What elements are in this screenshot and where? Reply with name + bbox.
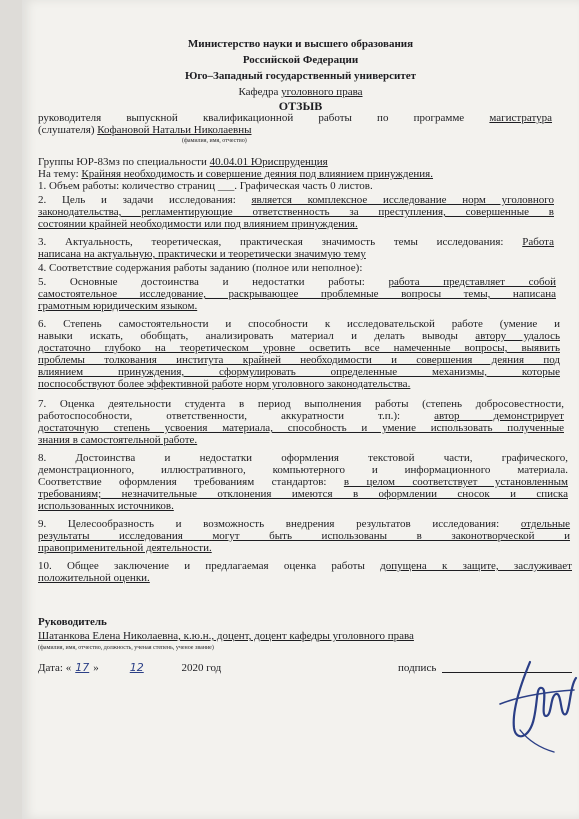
date-month: 12: [129, 661, 144, 674]
date-year: 2020 год: [181, 662, 222, 674]
item-3-answer: Работа: [522, 236, 555, 248]
item-9-answer: отдельные: [520, 518, 571, 530]
item-5-line-2: самостоятельное исследование, раскрывающее проблемные вопросы темы, написана: [38, 288, 556, 300]
item-5-line-3: грамотным юридическим языком.: [38, 300, 198, 312]
topic-line: [38, 168, 433, 180]
item-6-line-1: 6. Степень самостоятельности и способности к исследовательской работе (умение и: [38, 318, 560, 330]
item-3-label: 3. Актуальность, теоретическая, практическая значимость темы исследования:: [38, 236, 504, 248]
item-8-line-3: [38, 476, 568, 488]
intro-line-2: [38, 124, 252, 136]
item-7-line-3: достаточную степень усвоения материала, способность и умение использовать полученные: [38, 422, 564, 434]
item-2-label: 2. Цель и задачи исследования:: [38, 194, 236, 206]
item-6-line-3: достаточно глубоко на теоретическом уровне осветить все намеченные вопросы, выявить: [38, 342, 560, 354]
item-8-line-2: демонстрационного, иллюстративного, компьютерного и информационного материала.: [38, 464, 568, 476]
item-2-line-1: [38, 194, 554, 206]
item-7-line-2: [38, 410, 564, 422]
department-prefix: Кафедра: [238, 86, 279, 98]
item-6-label: навыки искать, обобщать, анализировать материал и делать выводы: [38, 330, 458, 342]
date-label: Дата: «: [38, 662, 72, 674]
topic-label: На тему:: [38, 168, 79, 180]
item-2-line-2: законодательства, регламентирующие ответственность за преступления, совершенные в: [38, 206, 554, 218]
item-7-line-1: 7. Оценка деятельности студента в период выполнения работы (степень добросовестности,: [38, 398, 564, 410]
item-6-line-5: влиянием принуждения, сформулировать определенные механизмы, которые: [38, 366, 560, 378]
signature-label: подпись: [398, 662, 437, 674]
intro-text-2: (слушателя): [38, 124, 95, 136]
item-4: 4. Соответствие содержания работы заданию (полное или неполное):: [38, 262, 363, 274]
item-8-answer: в целом соответствует установленным: [343, 476, 568, 488]
item-5-answer: работа представляет собой: [388, 276, 556, 288]
item-6-line-4: проблемы толкования института крайней необходимости и совершения деяния под: [38, 354, 560, 366]
intro-line-1: [38, 112, 552, 124]
supervisor-hint: (фамилия, имя, отчество, должность, ученая степень, ученое звание): [38, 645, 214, 651]
item-3-line-2: написана на актуальную, практически и теоретически значимую тему: [38, 248, 366, 260]
item-5-line-1: [38, 276, 556, 288]
item-2-answer: является комплексное исследование норм уголовного: [251, 194, 554, 206]
item-7-label: работоспособности, ответственности, аккуратности т.п.):: [38, 410, 401, 422]
item-8-line-1: 8. Достоинства и недостатки оформления текстовой части, графического,: [38, 452, 568, 464]
item-6-line-6: поспособствуют более эффективной работе норм уголовного законодательства.: [38, 378, 411, 390]
document-page: [22, 0, 579, 819]
item-9-line-2: результаты исследования могут быть использованы в законотворческой и: [38, 530, 570, 542]
item-6-line-2: [38, 330, 560, 342]
item-10-answer: допущена к защите, заслуживает: [380, 560, 572, 572]
item-2-line-3: состоянии крайней необходимости или под влиянием принуждения.: [38, 218, 358, 230]
department-line: [22, 86, 579, 98]
specialty-code: 40.04.01 Юриспруденция: [209, 156, 328, 168]
group-text: Группы ЮР-83мз по специальности: [38, 156, 207, 168]
item-7-line-4: знания в самостоятельной работе.: [38, 434, 198, 446]
item-3-line-1: [38, 236, 554, 248]
supervisor-name: Шатанкова Елена Николаевна, к.ю.н., доцент, доцент кафедры уголовного права: [38, 630, 414, 642]
group-line: [38, 156, 328, 168]
intro-text: руководителя выпускной квалификационной работы по программе: [38, 112, 465, 124]
date-day: 17: [75, 661, 90, 674]
date-close-quote: »: [93, 662, 99, 674]
item-9-label: 9. Целесообразность и возможность внедрения результатов исследования:: [38, 518, 500, 530]
federation-line: Российской Федерации: [242, 54, 359, 66]
topic-title: Крайняя необходимость и совершение деяния под влиянием принуждения.: [81, 168, 433, 180]
item-9-line-3: правоприменительной деятельности.: [38, 542, 212, 554]
item-10-line-2: положительной оценки.: [38, 572, 150, 584]
item-8-line-4: требованиям; незначительные отклонения имеются в оформлении сносок и списка: [38, 488, 568, 500]
name-hint: (фамилия, имя, отчество): [182, 138, 247, 144]
handwritten-signature: [490, 656, 578, 756]
document-title: ОТЗЫВ: [278, 99, 323, 113]
ministry-line: Министерство науки и высшего образования: [187, 38, 414, 50]
item-5-label: 5. Основные достоинства и недостатки работы:: [38, 276, 365, 288]
university-line: Юго–Западный государственный университет: [184, 70, 417, 82]
item-10-line-1: [38, 560, 572, 572]
department-name: уголовного права: [281, 86, 363, 98]
item-1: 1. Объем работы: количество страниц ___. Графическая часть 0 листов.: [38, 180, 373, 192]
program-type: магистратура: [489, 112, 553, 124]
item-7-answer: автор демонстрирует: [434, 410, 564, 422]
student-name: Кофановой Натальи Николаевны: [97, 124, 252, 136]
item-10-label: 10. Общее заключение и предлагаемая оценка работы: [38, 560, 365, 572]
supervisor-heading: Руководитель: [38, 616, 107, 628]
item-8-line-5: использованных источников.: [38, 500, 174, 512]
item-8-label: Соответствие оформления требованиям стандартов:: [38, 476, 327, 488]
date-line: [38, 662, 221, 674]
item-9-line-1: [38, 518, 570, 530]
item-6-answer: автору удалось: [475, 330, 560, 342]
